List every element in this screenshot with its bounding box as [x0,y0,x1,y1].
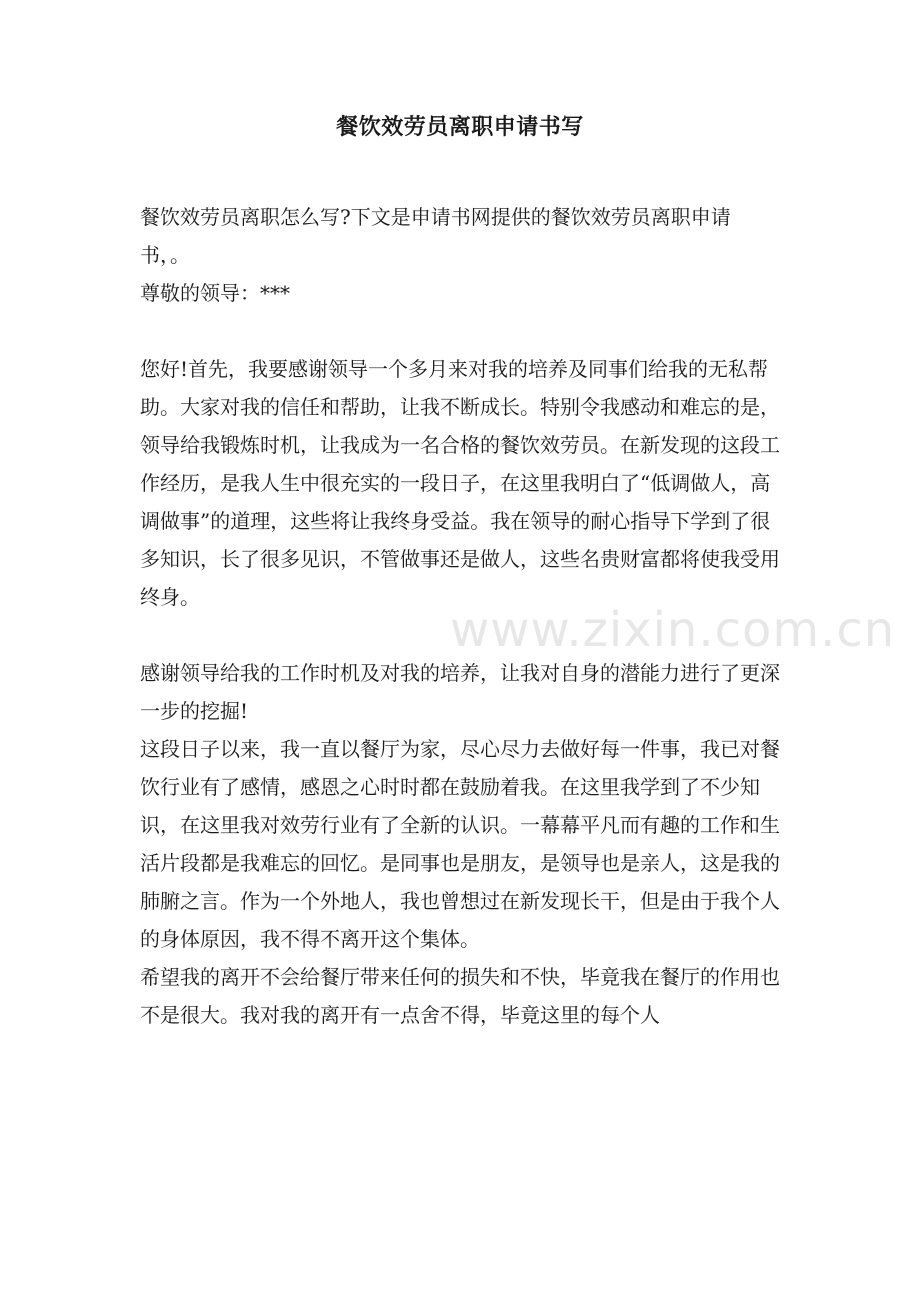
blank-line [140,616,780,654]
intro-line: 餐饮效劳员离职怎么写?下文是申请书网提供的餐饮效劳员离职申请书，。 [140,205,731,267]
document-title: 餐饮效劳员离职申请书写 [336,114,584,140]
blank-line [140,312,780,350]
watermark: www.zixin.com.cn [450,602,896,658]
paragraph-2: 感谢领导给我的工作时机及对我的培养，让我对自身的潜能力进行了更深一步的挖掘! [140,661,780,723]
document-body [140,198,780,1034]
paragraph-3: 这段日子以来，我一直以餐厅为家，尽心尽力去做好每一件事，我已对餐饮行业有了感情，感恩之心时时都在鼓励着我。在这里我学到了不少知识，在这里我对效劳行业有了全新的认识。一幕幕平凡而有趣的工作和生活片段都是我难忘的回忆。是同事也是朋友，是领导也是亲人，这是我的肺腑之言。作为一个外地人，我也曾想过在新发现长干，但是由于我个人的身体原因，我不得不离开这个集体。 [140,737,780,951]
salutation: 尊敬的领导：*** [140,281,290,305]
paragraph-1: 您好!首先，我要感谢领导一个多月来对我的培养及同事们给我的无私帮助。大家对我的信任和帮助，让我不断成长。特别令我感动和难忘的是，领导给我锻炼时机，让我成为一名合格的餐饮效劳员。在新发现的这段工作经历，是我人生中很充实的一段日子，在这里我明白了“低调做人，高调做事”的道理，这些将让我终身受益。我在领导的耐心指导下学到了很多知识，长了很多见识，不管做事还是做人，这些名贵财富都将使我受用终身。 [140,357,780,609]
paragraph-4: 希望我的离开不会给餐厅带来任何的损失和不快，毕竟我在餐厅的作用也不是很大。我对我的离开有一点舍不得，毕竟这里的每个人 [140,965,780,1027]
